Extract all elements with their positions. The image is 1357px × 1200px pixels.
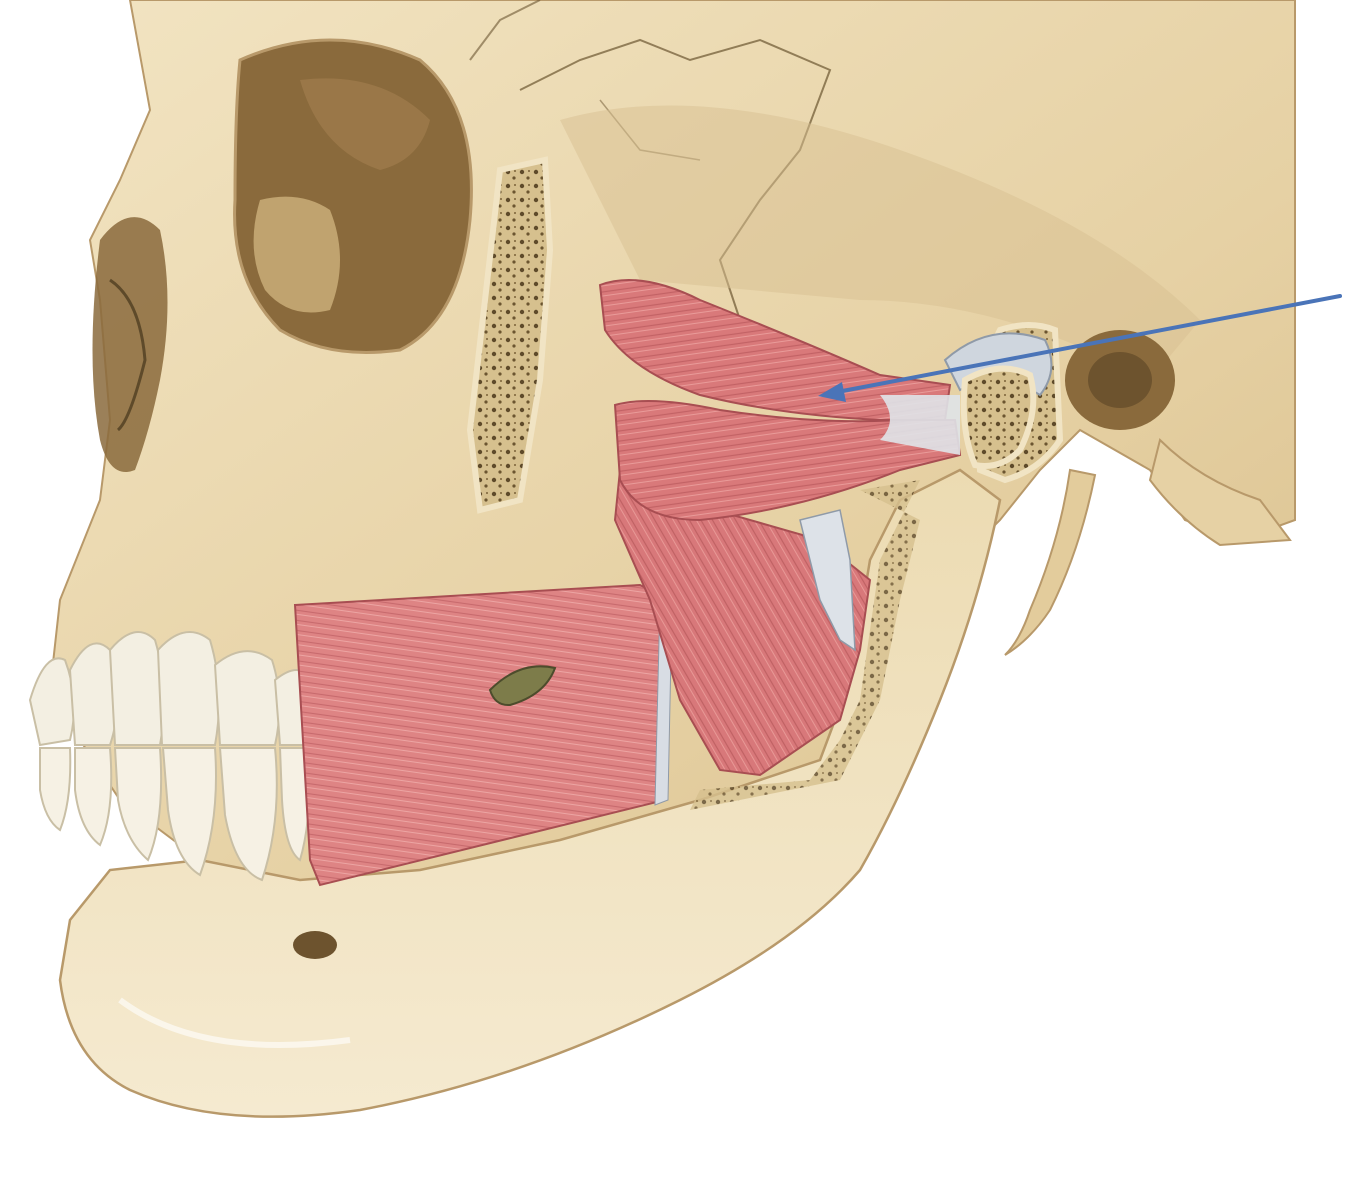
teeth: [30, 632, 310, 880]
orbit: [235, 40, 472, 353]
